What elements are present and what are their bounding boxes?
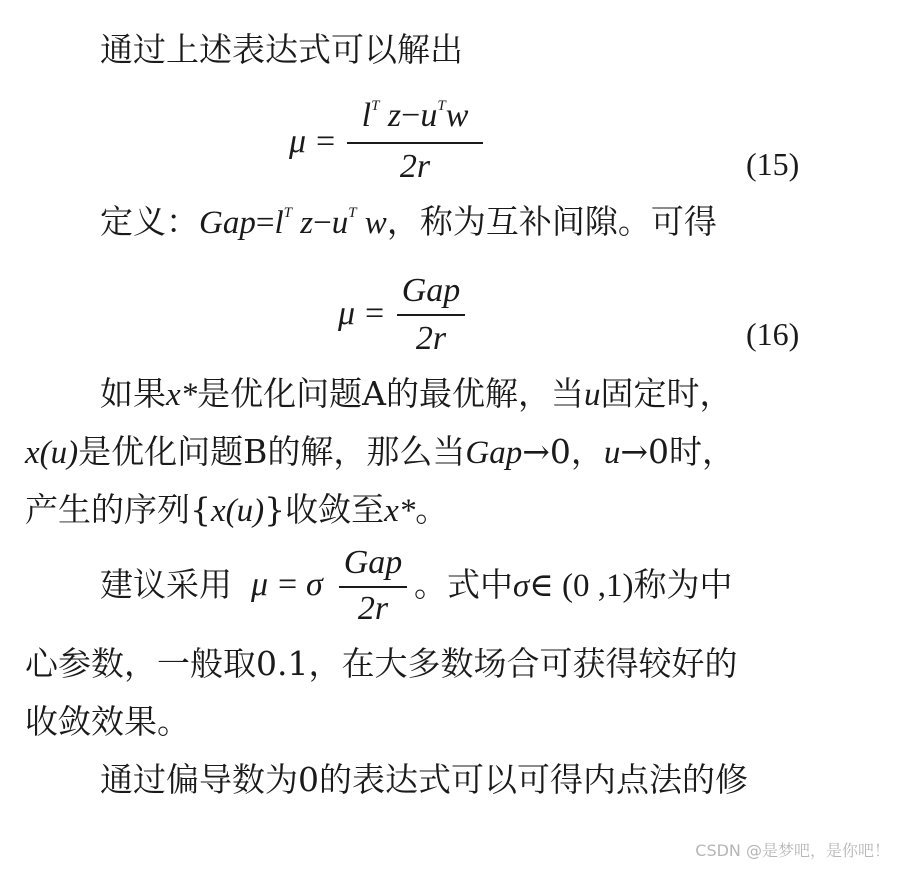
paragraph-center-param: 心参数，一般取0.1，在大多数场合可获得较好的 (25, 644, 738, 683)
eq15-fraction-bar (347, 142, 483, 144)
paragraph-intro: 通过上述表达式可以解出 (100, 30, 463, 69)
paragraph-derivation: 通过偏导数为0的表达式可以可得内点法的修 (100, 760, 748, 799)
eq15-numerator: $l^T$ $z-u^Tw$ (361, 97, 469, 134)
eq16-fraction-bar (397, 314, 465, 316)
suggestion-suffix: 。式中σ∈ (0 ,1)称为中 (414, 565, 733, 604)
inline-frac-denominator: 2r (357, 590, 389, 627)
paragraph-definition: 定义：$Gap=l^T$ $z-u^T$ w，称为互补间隙。可得 (100, 202, 717, 241)
eq15-denominator: 2r (399, 148, 431, 185)
paragraph-convergence: 收敛效果。 (25, 702, 190, 741)
paragraph-optimal-line1: 如果x*是优化问题A的最优解，当u固定时， (100, 374, 733, 413)
paragraph-optimal-line2: x(u)是优化问题B的解，那么当Gap→0，u→0时， (25, 432, 736, 471)
suggestion-prefix: 建议采用 (100, 565, 232, 604)
watermark: CSDN @是梦吧，是你吧！ (695, 841, 890, 860)
paragraph-optimal-line3: 产生的序列{x(u)}收敛至x*。 (25, 490, 449, 529)
equation-16-number: (16) (746, 316, 800, 352)
inline-fraction-bar (339, 586, 407, 588)
eq16-denominator: 2r (415, 320, 447, 357)
inline-frac-numerator: Gap (343, 544, 403, 581)
equation-15-number: (15) (746, 146, 800, 182)
eq16-numerator: Gap (401, 272, 461, 309)
